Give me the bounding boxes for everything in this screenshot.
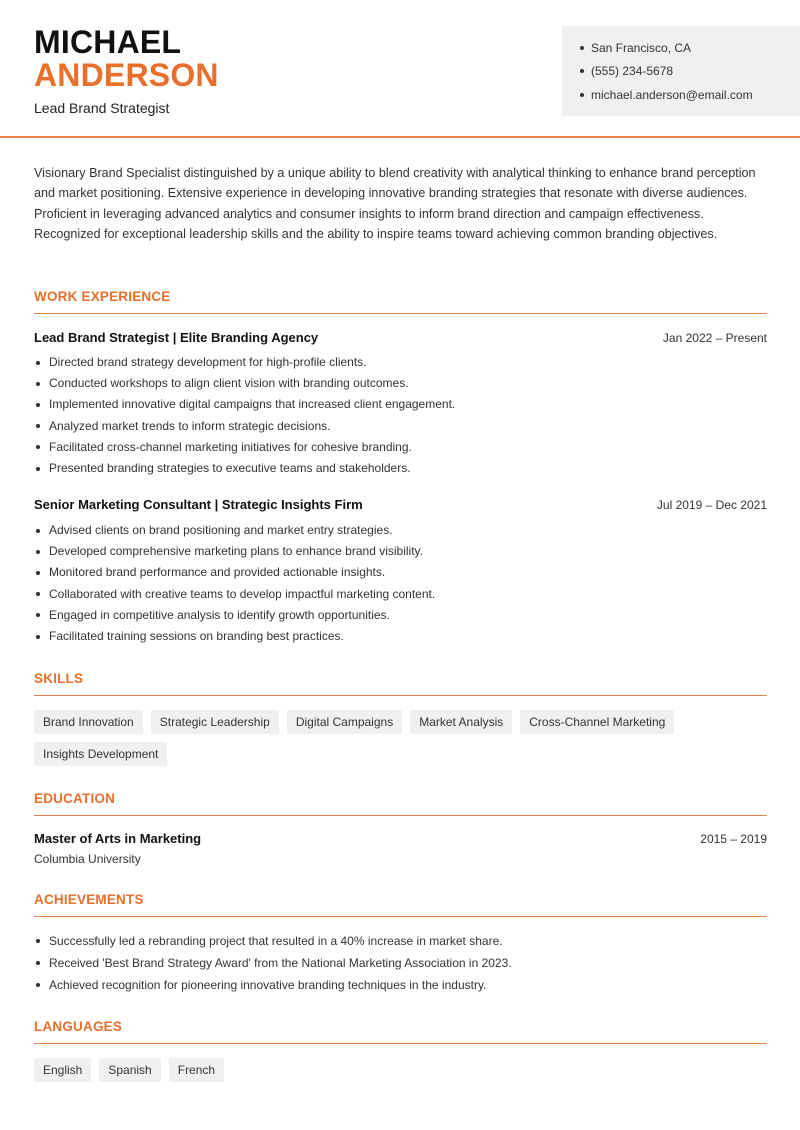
list-item [34,952,767,974]
skills-chips [34,710,774,766]
list-item [34,437,767,458]
contact-box [562,26,800,116]
bullet-text: Directed brand strategy development for high-profile clients. [49,355,367,370]
list-item [34,974,767,996]
language-chip: French [169,1058,224,1082]
bullet-icon [36,939,40,943]
bullet-icon [580,93,584,97]
skill-chip: Insights Development [34,742,167,766]
list-item [34,394,767,415]
list-item [34,584,767,605]
bullet-icon [580,69,584,73]
contact-email[interactable] [580,83,800,107]
job-bullets [34,352,767,479]
bullet-text: Collaborated with creative teams to develop impactful marketing content. [49,586,436,601]
section-heading-achievements: ACHIEVEMENTS [34,892,767,917]
skill-chip: Strategic Leadership [151,710,279,734]
list-item [34,352,767,373]
resume-header [0,0,800,138]
section-heading-skills: SKILLS [34,671,767,696]
contact-text: San Francisco, CA [591,40,692,55]
bullet-icon [36,635,40,639]
bullet-icon [36,467,40,471]
achievements-list [34,930,767,996]
bullet-icon [36,445,40,449]
job-title-company: Lead Brand Strategist | Elite Branding Agency [34,330,319,345]
bullet-text: Facilitated training sessions on branding best practices. [49,629,344,644]
language-chip: Spanish [99,1058,160,1082]
list-item [34,458,767,479]
skill-chip: Cross-Channel Marketing [520,710,674,734]
list-item [34,541,767,562]
job-bullets [34,520,767,647]
section-heading-languages: LANGUAGES [34,1019,767,1044]
contact-location [580,36,800,60]
list-item [34,605,767,626]
education-dates: 2015 – 2019 [700,832,767,846]
education-entry [34,831,767,866]
bullet-icon [36,403,40,407]
bullet-icon [36,571,40,575]
job-entry [34,330,767,345]
list-item [34,562,767,583]
skill-chip: Digital Campaigns [287,710,402,734]
bullet-icon [36,382,40,386]
language-chips [34,1058,774,1082]
bullet-icon [36,361,40,365]
bullet-text: Conducted workshops to align client vision with branding outcomes. [49,376,409,391]
bullet-text: Engaged in competitive analysis to identify growth opportunities. [49,607,390,622]
job-title-company: Senior Marketing Consultant | Strategic Insights Firm [34,497,363,512]
section-heading-work: WORK EXPERIENCE [34,289,767,314]
bullet-text: Monitored brand performance and provided actionable insights. [49,565,386,580]
bullet-icon [36,529,40,533]
bullet-text: Facilitated cross-channel marketing initiatives for cohesive branding. [49,439,412,454]
bullet-text: Analyzed market trends to inform strategic decisions. [49,418,331,433]
school: Columbia University [34,852,141,866]
job-dates: Jan 2022 – Present [662,331,767,345]
bullet-text: Achieved recognition for pioneering innovative branding techniques in the industry. [49,977,487,992]
last-name: ANDERSON [34,57,219,93]
language-chip: English [34,1058,91,1082]
list-item [34,416,767,437]
bullet-text: Developed comprehensive marketing plans to enhance brand visibility. [49,544,423,559]
contact-text[interactable]: michael.anderson@email.com [591,87,753,102]
skill-chip: Brand Innovation [34,710,143,734]
contact-phone [580,60,800,84]
bullet-text: Advised clients on brand positioning and market entry strategies. [49,523,393,538]
bullet-icon [36,424,40,428]
job-dates: Jul 2019 – Dec 2021 [656,498,767,512]
list-item [34,930,767,952]
list-item [34,520,767,541]
first-name: MICHAEL [34,24,182,60]
contact-text: (555) 234-5678 [591,64,674,79]
bullet-text: Presented branding strategies to executive teams and stakeholders. [49,461,411,476]
bullet-text: Implemented innovative digital campaigns that increased client engagement. [49,397,456,412]
job-title: Lead Brand Strategist [34,100,170,116]
bullet-icon [580,46,584,50]
summary-paragraph: Visionary Brand Specialist distinguished by a unique ability to blend creativity with analytical thinking to enhance brand perception and market positioning. Extensive experience in developing innovative branding strategies that resonate with diverse audiences. Proficient in leveraging advanced analytics and consumer insights to inform brand direction and campaign effectiveness. Recognized for exceptional leadership skills and the ability to inspire teams toward achieving common branding objectives. [34,166,756,242]
bullet-text: Received 'Best Brand Strategy Award' from the National Marketing Association in 2023. [49,955,512,970]
list-item [34,373,767,394]
degree: Master of Arts in Marketing [34,831,202,846]
job-entry [34,497,767,512]
bullet-icon [36,983,40,987]
bullet-icon [36,550,40,554]
bullet-icon [36,592,40,596]
bullet-text: Successfully led a rebranding project that resulted in a 40% increase in market share. [49,933,503,948]
skill-chip: Market Analysis [410,710,512,734]
bullet-icon [36,961,40,965]
bullet-icon [36,613,40,617]
section-heading-education: EDUCATION [34,791,767,816]
list-item [34,626,767,647]
